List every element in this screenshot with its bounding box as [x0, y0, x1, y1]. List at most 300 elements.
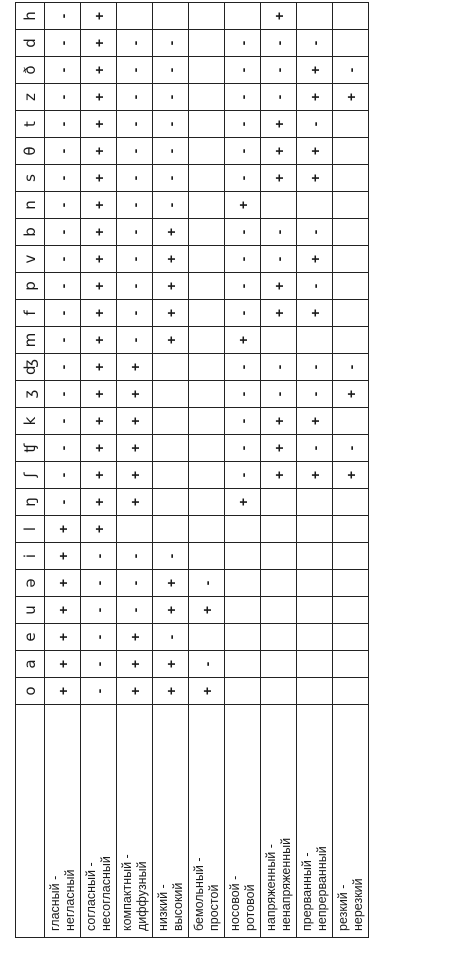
feature-value-cell: +: [225, 327, 261, 354]
phoneme-header-cell: ə: [16, 570, 45, 597]
feature-value-cell: -: [297, 381, 333, 408]
feature-value-cell: -: [45, 84, 81, 111]
feature-value-cell: [153, 516, 189, 543]
feature-value-cell: +: [81, 111, 117, 138]
feature-value-cell: +: [261, 462, 297, 489]
feature-value-cell: +: [153, 300, 189, 327]
feature-value-cell: -: [45, 381, 81, 408]
feature-value-cell: [333, 30, 369, 57]
feature-value-cell: [297, 327, 333, 354]
feature-value-cell: +: [117, 435, 153, 462]
feature-row: [297, 3, 333, 938]
feature-value-cell: [333, 300, 369, 327]
phoneme-header-cell: ð: [16, 57, 45, 84]
feature-row: [333, 3, 369, 938]
feature-value-cell: -: [333, 57, 369, 84]
phoneme-header-cell: d: [16, 30, 45, 57]
feature-value-cell: [333, 543, 369, 570]
feature-value-cell: +: [333, 84, 369, 111]
feature-value-cell: [261, 624, 297, 651]
feature-value-cell: [225, 3, 261, 30]
feature-value-cell: +: [45, 516, 81, 543]
feature-value-cell: -: [333, 435, 369, 462]
feature-value-cell: +: [261, 408, 297, 435]
feature-value-cell: [153, 489, 189, 516]
feature-value-cell: -: [45, 408, 81, 435]
feature-value-cell: [117, 516, 153, 543]
feature-value-cell: +: [45, 651, 81, 678]
feature-value-cell: [189, 273, 225, 300]
feature-value-cell: +: [45, 597, 81, 624]
feature-value-cell: [261, 570, 297, 597]
feature-value-cell: [189, 246, 225, 273]
feature-value-cell: -: [45, 435, 81, 462]
feature-value-cell: [261, 651, 297, 678]
feature-value-cell: -: [45, 327, 81, 354]
feature-label: [81, 705, 117, 938]
feature-value-cell: +: [261, 165, 297, 192]
feature-value-cell: -: [117, 138, 153, 165]
feature-value-cell: [153, 3, 189, 30]
feature-value-cell: -: [117, 597, 153, 624]
feature-value-cell: -: [225, 30, 261, 57]
feature-row: [153, 3, 189, 938]
feature-value-cell: [297, 651, 333, 678]
feature-value-cell: -: [45, 489, 81, 516]
feature-value-cell: +: [153, 651, 189, 678]
feature-value-cell: [261, 678, 297, 705]
feature-value-cell: +: [81, 57, 117, 84]
feature-value-cell: -: [81, 543, 117, 570]
feature-value-cell: [189, 84, 225, 111]
feature-value-cell: -: [225, 354, 261, 381]
feature-label-line: диффузный: [134, 861, 149, 931]
feature-matrix-body: [16, 3, 369, 938]
feature-value-cell: -: [153, 192, 189, 219]
feature-value-cell: +: [81, 165, 117, 192]
feature-value-cell: +: [45, 570, 81, 597]
feature-value-cell: +: [297, 84, 333, 111]
feature-value-cell: -: [45, 300, 81, 327]
feature-value-cell: -: [45, 354, 81, 381]
feature-value-cell: +: [81, 192, 117, 219]
feature-value-cell: +: [45, 678, 81, 705]
feature-value-cell: +: [45, 543, 81, 570]
feature-value-cell: -: [189, 651, 225, 678]
feature-value-cell: -: [261, 219, 297, 246]
feature-value-cell: -: [81, 624, 117, 651]
feature-label-line: компактный -: [119, 854, 134, 931]
feature-value-cell: +: [261, 273, 297, 300]
feature-value-cell: [333, 219, 369, 246]
feature-value-cell: [189, 354, 225, 381]
feature-value-cell: +: [153, 273, 189, 300]
feature-value-cell: +: [117, 462, 153, 489]
feature-value-cell: [189, 489, 225, 516]
feature-value-cell: -: [225, 111, 261, 138]
feature-value-cell: [333, 408, 369, 435]
feature-value-cell: [153, 408, 189, 435]
feature-value-cell: -: [81, 678, 117, 705]
phoneme-header-cell: z: [16, 84, 45, 111]
phoneme-header-cell: ʃ: [16, 462, 45, 489]
feature-value-cell: -: [45, 138, 81, 165]
feature-value-cell: [189, 219, 225, 246]
feature-label-line: гласный -: [47, 875, 62, 931]
feature-value-cell: +: [189, 597, 225, 624]
feature-value-cell: -: [225, 435, 261, 462]
phoneme-header-cell: ŋ: [16, 489, 45, 516]
feature-value-cell: +: [117, 354, 153, 381]
feature-value-cell: -: [225, 165, 261, 192]
feature-label-line: высокий: [170, 882, 185, 931]
feature-value-cell: +: [117, 381, 153, 408]
feature-value-cell: [333, 111, 369, 138]
feature-label-line: ненапряженный: [278, 837, 293, 931]
phoneme-header-cell: s: [16, 165, 45, 192]
feature-value-cell: -: [45, 3, 81, 30]
phoneme-header-cell: ʒ: [16, 381, 45, 408]
feature-value-cell: [333, 3, 369, 30]
feature-value-cell: +: [225, 192, 261, 219]
feature-value-cell: +: [81, 408, 117, 435]
feature-value-cell: -: [45, 57, 81, 84]
phoneme-header-cell: h: [16, 3, 45, 30]
feature-value-cell: [261, 516, 297, 543]
feature-value-cell: [297, 3, 333, 30]
feature-value-cell: +: [81, 327, 117, 354]
feature-value-cell: [189, 624, 225, 651]
feature-label-line: низкий -: [155, 884, 170, 931]
feature-value-cell: +: [297, 462, 333, 489]
feature-value-cell: +: [189, 678, 225, 705]
feature-value-cell: -: [297, 111, 333, 138]
feature-value-cell: -: [153, 624, 189, 651]
feature-value-cell: [333, 327, 369, 354]
feature-value-cell: -: [297, 30, 333, 57]
feature-value-cell: +: [117, 678, 153, 705]
feature-label-line: напряженный -: [263, 844, 278, 931]
feature-value-cell: -: [225, 408, 261, 435]
feature-value-cell: [333, 651, 369, 678]
feature-value-cell: -: [261, 354, 297, 381]
feature-value-cell: +: [81, 219, 117, 246]
feature-label-line: непрерванный: [314, 846, 329, 931]
feature-value-cell: +: [81, 84, 117, 111]
feature-value-cell: [153, 381, 189, 408]
feature-row: [117, 3, 153, 938]
feature-label-line: прерванный -: [299, 852, 314, 931]
feature-value-cell: -: [225, 219, 261, 246]
feature-value-cell: [189, 3, 225, 30]
feature-value-cell: +: [81, 300, 117, 327]
feature-value-cell: -: [153, 84, 189, 111]
feature-value-cell: [189, 381, 225, 408]
feature-value-cell: -: [297, 435, 333, 462]
feature-label-line: резкий -: [335, 884, 350, 931]
feature-value-cell: -: [117, 570, 153, 597]
feature-value-cell: +: [81, 273, 117, 300]
corner-cell: [16, 705, 45, 938]
feature-label-line: простой: [206, 884, 221, 931]
feature-value-cell: [189, 111, 225, 138]
feature-value-cell: [297, 516, 333, 543]
feature-label: [333, 705, 369, 938]
feature-value-cell: [261, 192, 297, 219]
feature-value-cell: +: [297, 138, 333, 165]
feature-value-cell: [189, 30, 225, 57]
phoneme-header-cell: u: [16, 597, 45, 624]
feature-value-cell: +: [297, 165, 333, 192]
feature-value-cell: -: [81, 597, 117, 624]
feature-value-cell: [297, 543, 333, 570]
feature-value-cell: [333, 597, 369, 624]
feature-value-cell: -: [45, 273, 81, 300]
feature-value-cell: [333, 489, 369, 516]
feature-label-line: носовой -: [227, 875, 242, 931]
feature-value-cell: [261, 597, 297, 624]
feature-value-cell: [225, 624, 261, 651]
feature-value-cell: [189, 192, 225, 219]
feature-value-cell: -: [153, 138, 189, 165]
feature-label: [189, 705, 225, 938]
feature-value-cell: [333, 273, 369, 300]
feature-value-cell: [153, 435, 189, 462]
feature-value-cell: -: [225, 273, 261, 300]
feature-value-cell: +: [261, 300, 297, 327]
feature-value-cell: -: [45, 192, 81, 219]
feature-label: [225, 705, 261, 938]
feature-value-cell: -: [261, 84, 297, 111]
feature-value-cell: -: [261, 246, 297, 273]
feature-value-cell: +: [81, 435, 117, 462]
feature-value-cell: [333, 138, 369, 165]
phoneme-header-cell: a: [16, 651, 45, 678]
feature-value-cell: +: [81, 3, 117, 30]
feature-value-cell: +: [297, 246, 333, 273]
feature-value-cell: [297, 624, 333, 651]
feature-value-cell: +: [153, 327, 189, 354]
feature-value-cell: [225, 543, 261, 570]
feature-value-cell: +: [117, 624, 153, 651]
feature-value-cell: -: [117, 246, 153, 273]
feature-value-cell: +: [225, 489, 261, 516]
feature-value-cell: [189, 543, 225, 570]
feature-value-cell: -: [81, 570, 117, 597]
feature-value-cell: [333, 165, 369, 192]
phoneme-header-cell: t: [16, 111, 45, 138]
feature-value-cell: +: [81, 246, 117, 273]
feature-value-cell: +: [153, 597, 189, 624]
feature-row: [261, 3, 297, 938]
feature-value-cell: [297, 192, 333, 219]
feature-value-cell: [189, 462, 225, 489]
feature-value-cell: -: [153, 111, 189, 138]
feature-label: [261, 705, 297, 938]
feature-value-cell: -: [225, 84, 261, 111]
feature-value-cell: -: [261, 30, 297, 57]
feature-value-cell: -: [225, 462, 261, 489]
phoneme-header-cell: n: [16, 192, 45, 219]
feature-value-cell: [225, 570, 261, 597]
feature-value-cell: -: [45, 246, 81, 273]
feature-value-cell: -: [45, 30, 81, 57]
feature-matrix-table: [15, 2, 369, 938]
feature-value-cell: -: [261, 381, 297, 408]
feature-value-cell: +: [333, 462, 369, 489]
feature-value-cell: [261, 327, 297, 354]
phoneme-header-cell: f: [16, 300, 45, 327]
feature-label: [297, 705, 333, 938]
feature-value-cell: [261, 489, 297, 516]
feature-value-cell: +: [81, 489, 117, 516]
feature-label-line: нерезкий: [350, 878, 365, 931]
feature-label: [117, 705, 153, 938]
feature-value-cell: +: [153, 570, 189, 597]
feature-value-cell: +: [117, 408, 153, 435]
feature-value-cell: -: [117, 30, 153, 57]
phoneme-header-row: [16, 3, 45, 938]
feature-label-line: согласный -: [83, 862, 98, 931]
phoneme-header-cell: θ: [16, 138, 45, 165]
feature-label-line: ротовой: [242, 884, 257, 931]
feature-value-cell: [189, 138, 225, 165]
feature-value-cell: -: [117, 300, 153, 327]
feature-value-cell: +: [81, 30, 117, 57]
feature-label-line: бемольный -: [191, 857, 206, 931]
feature-value-cell: -: [297, 273, 333, 300]
feature-label: [153, 705, 189, 938]
feature-value-cell: [333, 516, 369, 543]
feature-value-cell: [261, 543, 297, 570]
feature-value-cell: [189, 408, 225, 435]
phoneme-header-cell: m: [16, 327, 45, 354]
feature-value-cell: [189, 435, 225, 462]
phoneme-header-cell: ʤ: [16, 354, 45, 381]
feature-value-cell: +: [153, 219, 189, 246]
feature-value-cell: [189, 165, 225, 192]
feature-value-cell: [333, 570, 369, 597]
feature-value-cell: +: [261, 3, 297, 30]
feature-row: [225, 3, 261, 938]
feature-value-cell: -: [153, 165, 189, 192]
feature-value-cell: -: [117, 111, 153, 138]
feature-row: [189, 3, 225, 938]
feature-value-cell: -: [153, 543, 189, 570]
feature-value-cell: -: [153, 57, 189, 84]
phoneme-header-cell: o: [16, 678, 45, 705]
feature-row: [81, 3, 117, 938]
feature-value-cell: +: [153, 678, 189, 705]
phoneme-header-cell: p: [16, 273, 45, 300]
feature-value-cell: +: [81, 516, 117, 543]
phoneme-header-cell: i: [16, 543, 45, 570]
feature-value-cell: [333, 678, 369, 705]
feature-value-cell: -: [117, 219, 153, 246]
feature-value-cell: [225, 597, 261, 624]
feature-label: [45, 705, 81, 938]
feature-value-cell: -: [117, 273, 153, 300]
feature-row: [45, 3, 81, 938]
feature-value-cell: [333, 192, 369, 219]
feature-value-cell: [333, 246, 369, 273]
feature-value-cell: -: [45, 219, 81, 246]
feature-value-cell: -: [225, 246, 261, 273]
feature-value-cell: +: [117, 651, 153, 678]
feature-value-cell: +: [261, 138, 297, 165]
feature-value-cell: -: [297, 354, 333, 381]
feature-value-cell: [297, 489, 333, 516]
feature-value-cell: [225, 516, 261, 543]
feature-value-cell: -: [117, 57, 153, 84]
feature-value-cell: -: [45, 165, 81, 192]
feature-value-cell: +: [81, 462, 117, 489]
phoneme-header-cell: v: [16, 246, 45, 273]
feature-label-line: несогласный: [98, 856, 113, 931]
feature-value-cell: [297, 678, 333, 705]
feature-value-cell: [153, 462, 189, 489]
feature-value-cell: [297, 570, 333, 597]
feature-value-cell: [189, 57, 225, 84]
feature-value-cell: +: [45, 624, 81, 651]
phoneme-header-cell: l: [16, 516, 45, 543]
feature-value-cell: -: [45, 111, 81, 138]
feature-value-cell: +: [81, 354, 117, 381]
feature-value-cell: +: [297, 408, 333, 435]
phoneme-header-cell: b: [16, 219, 45, 246]
feature-value-cell: -: [333, 354, 369, 381]
feature-value-cell: -: [45, 462, 81, 489]
feature-value-cell: -: [261, 57, 297, 84]
feature-value-cell: [189, 327, 225, 354]
feature-value-cell: -: [81, 651, 117, 678]
feature-value-cell: +: [297, 57, 333, 84]
feature-value-cell: +: [81, 138, 117, 165]
feature-value-cell: [225, 651, 261, 678]
feature-value-cell: -: [153, 30, 189, 57]
phoneme-header-cell: ʧ: [16, 435, 45, 462]
feature-value-cell: +: [153, 246, 189, 273]
feature-value-cell: [189, 516, 225, 543]
feature-value-cell: -: [297, 219, 333, 246]
feature-value-cell: -: [117, 327, 153, 354]
feature-value-cell: -: [117, 165, 153, 192]
feature-value-cell: +: [333, 381, 369, 408]
feature-value-cell: [297, 597, 333, 624]
feature-value-cell: -: [189, 570, 225, 597]
feature-value-cell: +: [261, 435, 297, 462]
feature-value-cell: -: [225, 138, 261, 165]
phoneme-header-cell: k: [16, 408, 45, 435]
feature-value-cell: -: [225, 57, 261, 84]
feature-value-cell: -: [225, 300, 261, 327]
feature-value-cell: -: [117, 543, 153, 570]
feature-label-line: негласный: [62, 869, 77, 931]
feature-value-cell: [333, 624, 369, 651]
feature-value-cell: +: [81, 381, 117, 408]
feature-value-cell: +: [261, 111, 297, 138]
feature-value-cell: -: [117, 84, 153, 111]
phoneme-header-cell: e: [16, 624, 45, 651]
feature-value-cell: +: [117, 489, 153, 516]
feature-value-cell: -: [117, 192, 153, 219]
feature-value-cell: [153, 354, 189, 381]
feature-value-cell: +: [297, 300, 333, 327]
feature-value-cell: -: [225, 381, 261, 408]
feature-value-cell: [189, 300, 225, 327]
feature-value-cell: [117, 3, 153, 30]
feature-value-cell: [225, 678, 261, 705]
